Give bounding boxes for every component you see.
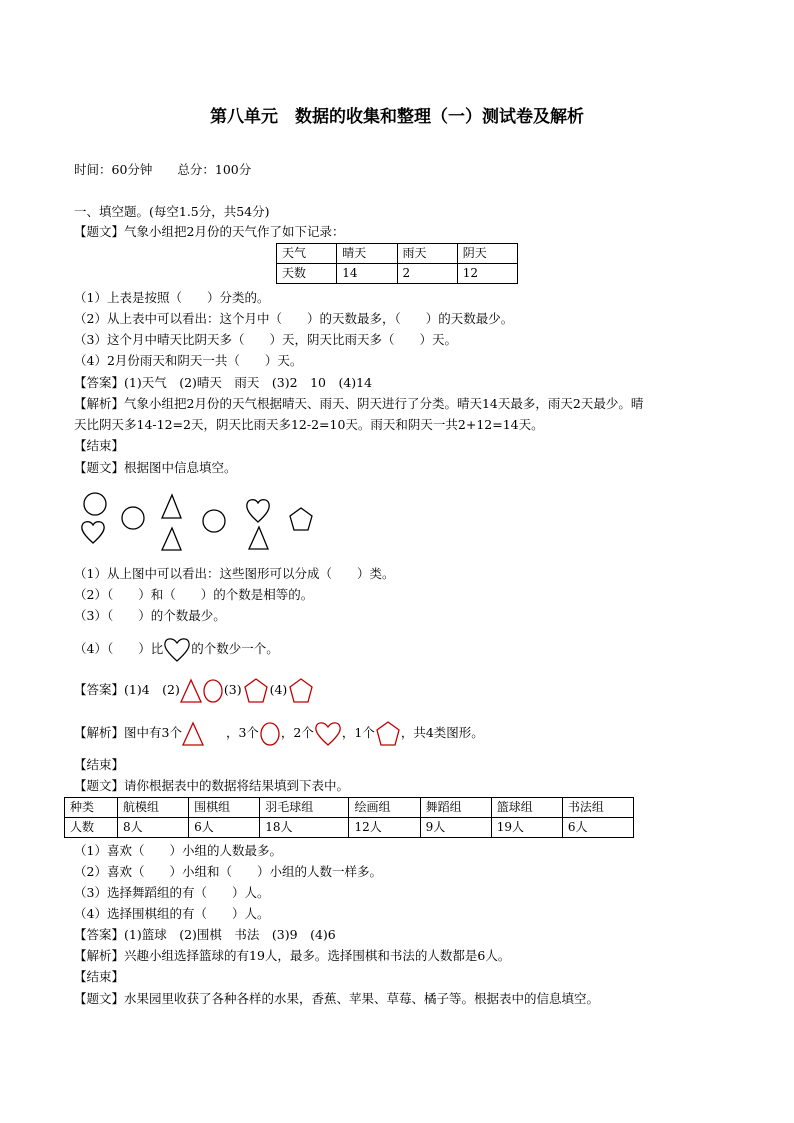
table-cell: 篮球组 [491,798,562,818]
table-cell: 天气 [277,244,337,264]
q2-analysis-text: ，1个 [341,725,375,740]
table-cell: 舞蹈组 [420,798,491,818]
table-cell: 8人 [117,818,188,838]
q1-stem: 【题文】气象小组把2月份的天气作了如下记录： [74,224,345,239]
table-cell: 6人 [189,818,260,838]
q4-stem: 【题文】水果园里收获了各种各样的水果，香蕉、苹果、草莓、橘子等。根据表中的信息填空。 [74,991,600,1006]
table-row [65,798,634,818]
triangle-icon [249,527,268,549]
page-title: 第八单元 数据的收集和整理（一）测试卷及解析 [210,107,584,127]
heart-icon [247,500,269,522]
q2-end: 【结束】 [74,757,125,772]
q2-item-1: （1）从上图中可以看出：这些图形可以分成（ ）类。 [74,566,395,581]
q2-analysis-text: ，2个 [280,725,314,740]
q2-item-2: （2）（ ）和（ ）的个数是相等的。 [74,587,314,602]
q2-analysis [74,718,484,748]
interest-group-table [64,797,634,838]
pentagon-icon [375,720,401,748]
q2-answer-text: 【答案】(1)4 (2) [74,682,180,697]
table-cell: 6人 [562,818,633,838]
q3-item-2: （2）喜欢（ ）小组和（ ）小组的人数一样多。 [74,864,382,879]
table-cell: 晴天 [337,244,397,264]
q2-analysis-text: ，3个 [225,725,259,740]
q2-answer-text: (3) [223,682,242,697]
q3-stem: 【题文】请你根据表中的数据将结果填到下表中。 [74,778,350,793]
heart-icon [163,637,191,663]
q2-item-4 [74,636,279,663]
exam-meta: 时间：60分钟 总分：100分 [74,162,252,177]
q2-stem: 【题文】根据图中信息填空。 [74,460,237,475]
weather-table [276,243,518,284]
table-cell: 书法组 [562,798,633,818]
q1-answer: 【答案】(1)天气 (2)晴天 雨天 (3)2 10 (4)14 [74,375,373,390]
section-heading: 一、填空题。(每空1.5分，共54分) [74,204,270,219]
circle-icon [122,507,144,529]
table-cell: 人数 [65,818,118,838]
table-cell: 19人 [491,818,562,838]
table-cell: 种类 [65,798,118,818]
q1-analysis-line1: 【解析】气象小组把2月份的天气根据晴天、雨天、阴天进行了分类。晴天14天最多，雨天2天最少。晴 [74,396,644,411]
q3-analysis: 【解析】兴趣小组选择篮球的有19人，最多。选择围棋和书法的人数都是6人。 [74,948,511,963]
pentagon-icon [242,677,270,705]
q2-item-3: （3）（ ）的个数最少。 [74,608,226,623]
q1-item-3: （3）这个月中晴天比阴天多（ ）天，阴天比雨天多（ ）天。 [74,332,457,347]
triangle-circle-icon [180,678,224,704]
circle-icon [259,721,281,747]
table-cell: 天数 [277,264,337,284]
table-cell: 2 [397,264,457,284]
table-cell: 12 [457,264,517,284]
table-cell: 雨天 [397,244,457,264]
q1-item-1: （1）上表是按照（ ）分类的。 [74,290,270,305]
pentagon-icon [290,508,312,530]
q2-analysis-text: 【解析】图中有3个 [74,725,182,740]
q1-item-2: （2）从上表中可以看出：这个月中（ ）的天数最多，（ ）的天数最少。 [74,311,514,326]
q1-item-4: （4）2月份雨天和阴天一共（ ）天。 [74,353,303,368]
table-cell: 18人 [260,818,349,838]
table-row [65,818,634,838]
q3-answer: 【答案】(1)篮球 (2)围棋 书法 (3)9 (4)6 [74,927,336,942]
q1-end: 【结束】 [74,438,125,453]
triangle-icon [162,495,181,518]
q2-analysis-text: ，共4类图形。 [400,725,484,740]
triangle-icon [182,721,204,747]
q3-item-1: （1）喜欢（ ）小组的人数最多。 [74,843,282,858]
q1-analysis-line2: 天比阴天多14-12=2天，阴天比雨天多12-2=10天。雨天和阴天一共2+12=14天。 [74,417,544,432]
q2-answer-text: (4) [269,682,288,697]
table-cell: 羽毛球组 [260,798,349,818]
heart-icon [314,721,342,747]
heart-icon [82,522,104,543]
pentagon-icon [287,677,315,705]
table-cell: 围棋组 [189,798,260,818]
q3-end: 【结束】 [74,969,125,984]
circle-icon [84,493,106,515]
table-cell: 14 [337,264,397,284]
table-cell: 12人 [349,818,420,838]
shapes-figure [80,490,340,554]
circle-icon [203,510,225,532]
table-row [277,244,518,264]
q2-item-4-text: （4）（ ）比 [74,641,164,656]
triangle-icon [162,528,181,550]
table-row [277,264,518,284]
q3-item-4: （4）选择围棋组的有（ ）人。 [74,906,270,921]
table-cell: 9人 [420,818,491,838]
q2-answer [74,675,315,705]
table-cell: 航模组 [117,798,188,818]
q2-item-4-text: 的个数少一个。 [191,641,279,656]
table-cell: 阴天 [457,244,517,264]
q3-item-3: （3）选择舞蹈组的有（ ）人。 [74,885,270,900]
table-cell: 绘画组 [349,798,420,818]
